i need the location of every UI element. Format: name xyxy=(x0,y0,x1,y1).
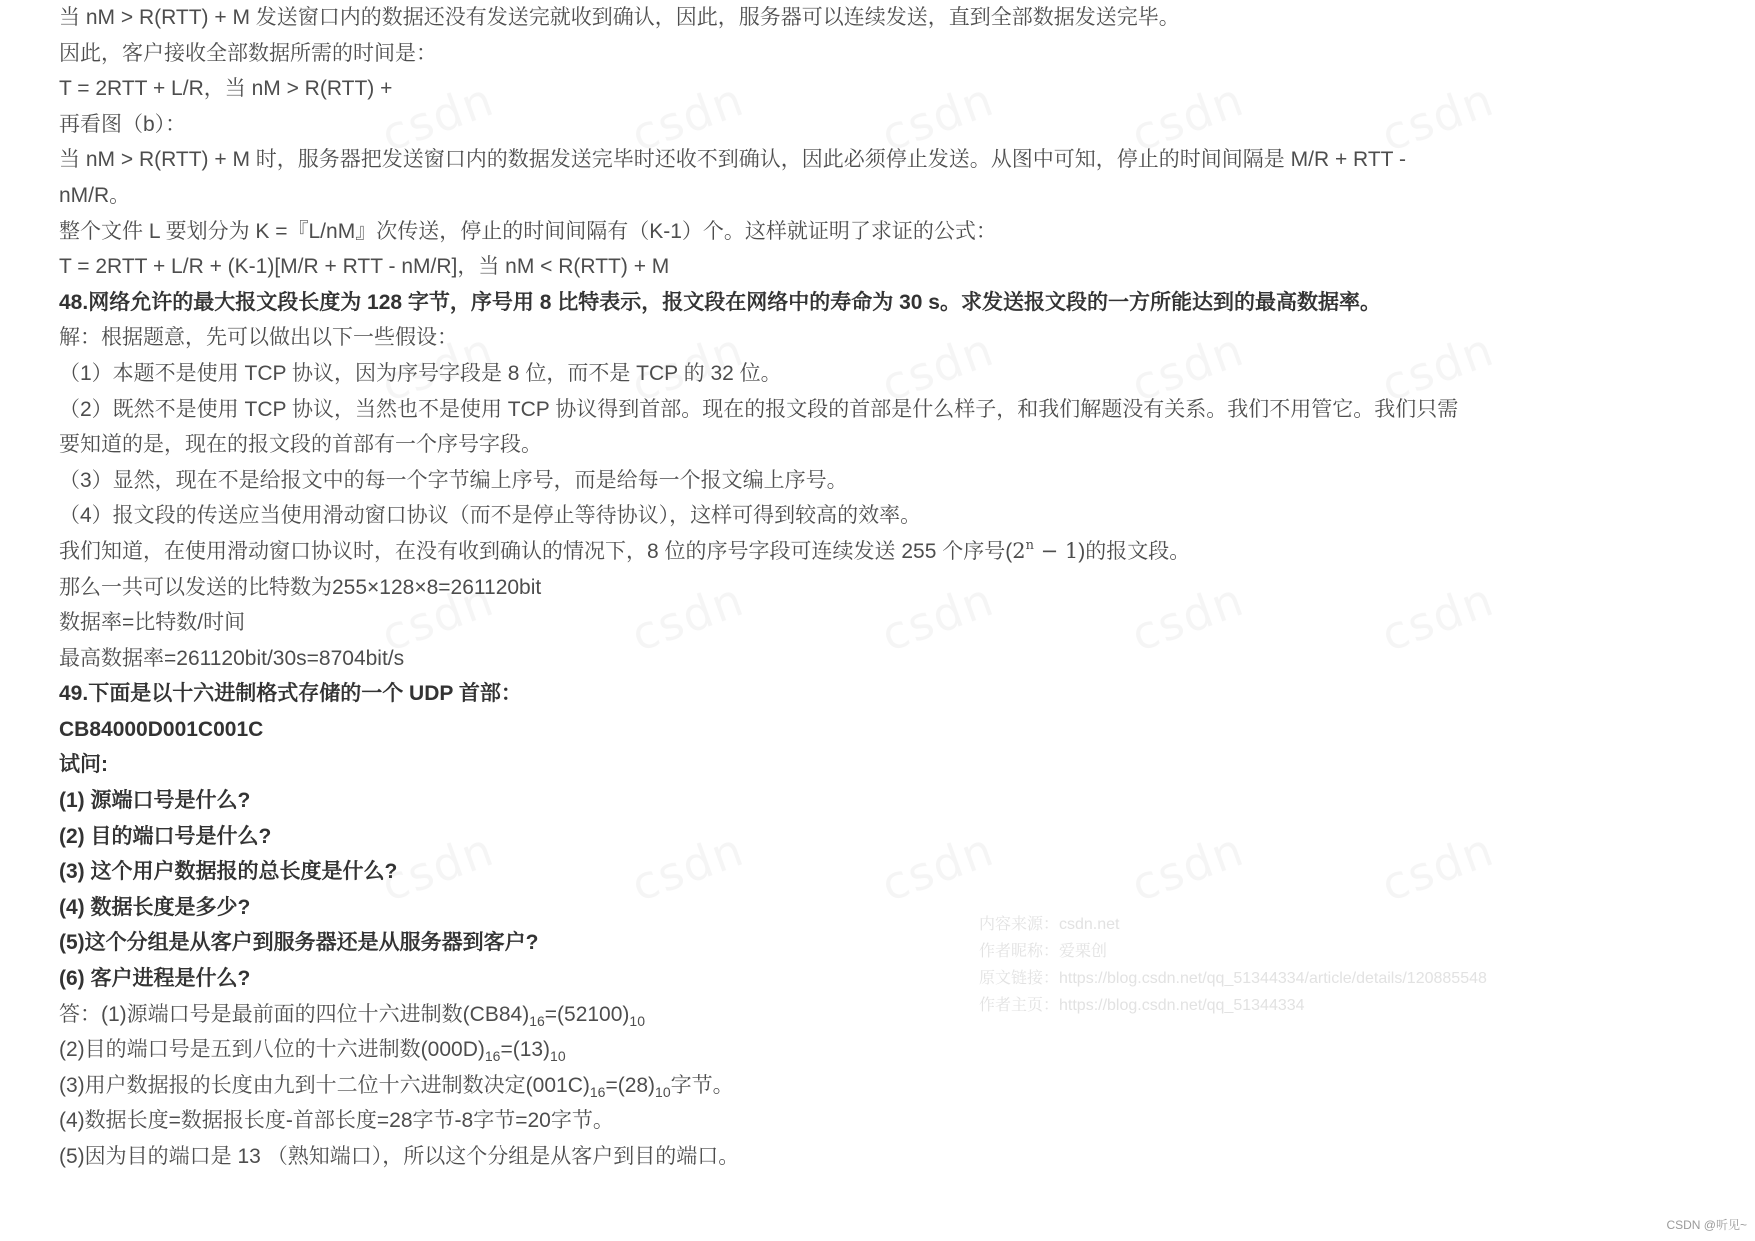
paragraph: 那么一共可以发送的比特数为255×128×8=261120bit xyxy=(59,575,542,599)
answer-1-text: 答：(1)源端口号是最前面的四位十六进制数(CB84) xyxy=(59,1002,530,1026)
sub-question-3: (3) 这个用户数据报的总长度是什么? xyxy=(59,860,398,884)
paragraph: 再看图（b）： xyxy=(59,112,187,136)
answer-2 xyxy=(59,1032,1699,1068)
source-info-line: 作者主页：https://blog.csdn.net/qq_51344334 xyxy=(979,997,1305,1014)
sub-question-1: (1) 源端口号是什么? xyxy=(59,789,251,813)
answer-2-text: (2)目的端口号是五到八位的十六进制数(000D) xyxy=(59,1038,485,1062)
assumption-3: （3）显然，现在不是给报文中的每一个字节编上序号，而是给每一个报文编上序号。 xyxy=(59,468,848,492)
sub-question-2: (2) 目的端口号是什么? xyxy=(59,824,272,848)
sliding-prefix: 我们知道，在使用滑动窗口协议时，在没有收到确认的情况下，8 位的序号字段可连续发送 255 个序号( xyxy=(59,539,1013,563)
answer-1-sub-base10: 10 xyxy=(629,1012,645,1029)
paragraph: 当 nM > R(RTT) + M 时，服务器把发送窗口内的数据发送完毕时还收不到确认，因此必须停止发送。从图中可知，停止的时间间隔是 M/R + RTT - xyxy=(59,148,1406,172)
answer-3 xyxy=(59,1068,1699,1104)
sliding-suffix: )的报文段。 xyxy=(1078,539,1191,563)
source-info-line: 原文链接：https://blog.csdn.net/qq_51344334/article/details/120885548 xyxy=(979,970,1487,987)
answer-3-text: (3)用户数据报的长度由九到十二位十六进制数决定(001C) xyxy=(59,1073,590,1097)
formula-line: T = 2RTT + L/R + (K-1)[M/R + RTT - nM/R]，当 nM < R(RTT) + M xyxy=(59,255,670,279)
answer-3-sub-base10: 10 xyxy=(655,1083,671,1100)
answer-5: (5)因为目的端口是 13 （熟知端口），所以这个分组是从客户到目的端口。 xyxy=(59,1145,740,1168)
answer-2-sub-base16: 16 xyxy=(484,1048,501,1065)
answer-3-tail: 字节。 xyxy=(670,1073,734,1097)
answer-4: (4)数据长度=数据报长度-首部长度=28字节-8字节=20字节。 xyxy=(59,1109,614,1133)
question-prompt: 试问: xyxy=(59,753,108,777)
paragraph: 解：根据题意，先可以做出以下一些假设： xyxy=(59,326,458,350)
question-48-title: 48.网络允许的最大报文段长度为 128 字节，序号用 8 比特表示，报文段在网络中的寿命为 30 s。求发送报文段的一方所能达到的最高数据率。 xyxy=(59,290,1381,314)
assumption-4: （4）报文段的传送应当使用滑动窗口协议（而不是停止等待协议），这样可得到较高的效率。 xyxy=(59,504,922,528)
assumption-2: （2）既然不是使用 TCP 协议，当然也不是使用 TCP 协议得到首部。现在的报文段的首部是什么样子，和我们解题没有关系。我们不用管它。我们只需 xyxy=(59,397,1459,421)
answer-1-mid: =(52100) xyxy=(544,1002,630,1026)
answer-2-mid: =(13) xyxy=(500,1038,551,1062)
paragraph: 当 nM > R(RTT) + M 发送窗口内的数据还没有发送完就收到确认，因此，服务器可以连续发送，直到全部数据发送完毕。 xyxy=(59,6,1180,29)
csdn-author-watermark: CSDN @听见~ xyxy=(1666,1218,1747,1232)
sub-question-4: (4) 数据长度是多少? xyxy=(59,895,251,919)
answer-3-mid: =(28) xyxy=(605,1073,656,1097)
paragraph: 数据率=比特数/时间 xyxy=(59,611,246,635)
math-rest: − 1 xyxy=(1033,538,1079,563)
math-exponent: n xyxy=(1025,537,1034,553)
sub-question-5: (5)这个分组是从客户到服务器还是从服务器到客户? xyxy=(59,931,539,955)
assumption-1: （1）本题不是使用 TCP 协议，因为序号字段是 8 位，而不是 TCP 的 32 位。 xyxy=(59,361,782,385)
answer-1-sub-base16: 16 xyxy=(529,1012,545,1029)
question-49-title: 49.下面是以十六进制格式存储的一个 UDP 首部： xyxy=(59,682,522,706)
answer-2-sub-base10: 10 xyxy=(550,1048,566,1065)
paragraph: 最高数据率=261120bit/30s=8704bit/s xyxy=(59,646,405,670)
answer-3-sub-base16: 16 xyxy=(589,1083,606,1100)
formula-line: T = 2RTT + L/R，当 nM > R(RTT) + xyxy=(59,77,393,101)
math-base: 2 xyxy=(1012,538,1026,563)
source-info-line: 内容来源：csdn.net xyxy=(979,916,1120,933)
paragraph: 因此，客户接收全部数据所需的时间是： xyxy=(59,41,437,65)
source-info-line: 作者昵称：爱栗创 xyxy=(979,943,1108,960)
assumption-2-cont: 要知道的是，现在的报文段的首部有一个序号字段。 xyxy=(59,433,542,457)
source-info-watermark xyxy=(979,911,1487,1019)
sliding-window-paragraph xyxy=(59,534,1699,570)
math-expression xyxy=(1012,539,1078,563)
paragraph: nM/R。 xyxy=(59,183,131,207)
sub-question-6: (6) 客户进程是什么? xyxy=(59,967,251,991)
udp-header-hex: CB84000D001C001C xyxy=(59,717,264,741)
paragraph: 整个文件 L 要划分为 K =『L/nM』次传送，停止的时间间隔有（K-1）个。这样就证明了求证的公式： xyxy=(59,219,997,243)
